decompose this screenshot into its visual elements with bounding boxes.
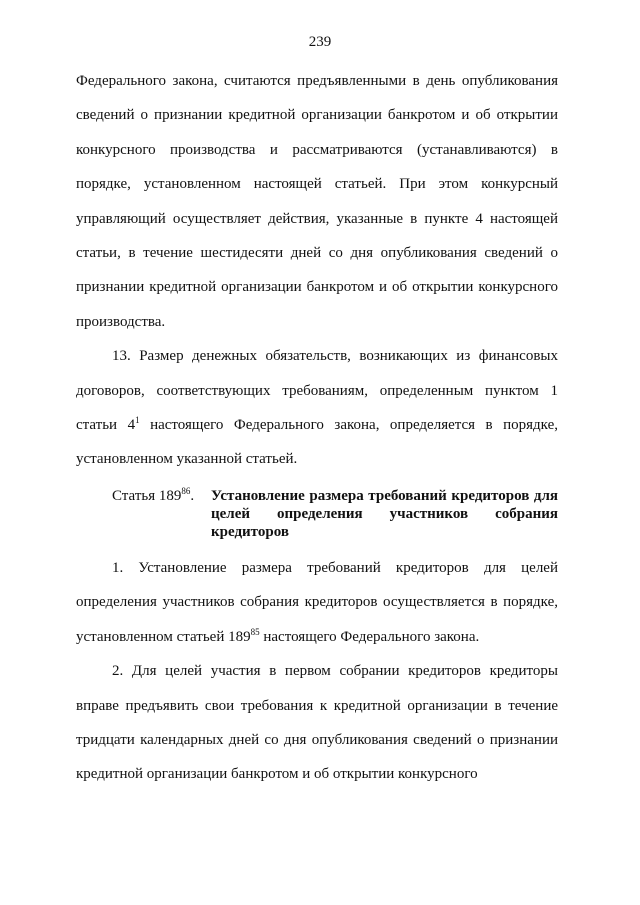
- paragraph-2: 2. Для целей участия в первом собрании кредиторов кредиторы вправе предъявить свои требования к кредитной организации в течение тридцати календарных дней со дня опубликования сведений о признании кредитной организации банкротом и об открытии конкурсного: [76, 663, 558, 783]
- text-block-bottom: [76, 551, 558, 792]
- paragraph-continuation: Федерального закона, считаются предъявленными в день опубликования сведений о признании кредитной организации банкротом и об открытии конкурсного производства и рассматриваются (устанавливаются) в порядке, установленном настоящей статьей. При этом конкурсный управляющий осуществляет действия, указанные в пункте 4 настоящей статьи, в течение шестидесяти дней со дня опубликования сведений о признании кредитной организации банкротом и об открытии конкурсного производства.: [76, 73, 558, 330]
- paragraph-13: 13. Размер денежных обязательств, возникающих из финансовых договоров, соответствующих требованиям, определенным пунктом 1 статьи $4^1$ настоящего Федерального закона, определяется в порядке, установленном указанной статьей.: [76, 348, 558, 468]
- paragraph-1: 1. Установление размера требований кредиторов для целей определения участников собрания кредиторов осуществляется в порядке, установленном статьей $189^{85}$ настоящего Федерального закона.: [76, 560, 558, 645]
- article-label: Статья $189^{86}$.: [112, 486, 195, 504]
- page-number: 239: [308, 34, 332, 50]
- article-title: Установление размера требований кредиторов для целей определения участников собрания кредиторов: [211, 488, 558, 540]
- article-superscript: 86: [181, 486, 191, 496]
- text-block-top: [76, 64, 558, 477]
- superscript: 85: [250, 626, 260, 637]
- superscript: 1: [135, 415, 140, 426]
